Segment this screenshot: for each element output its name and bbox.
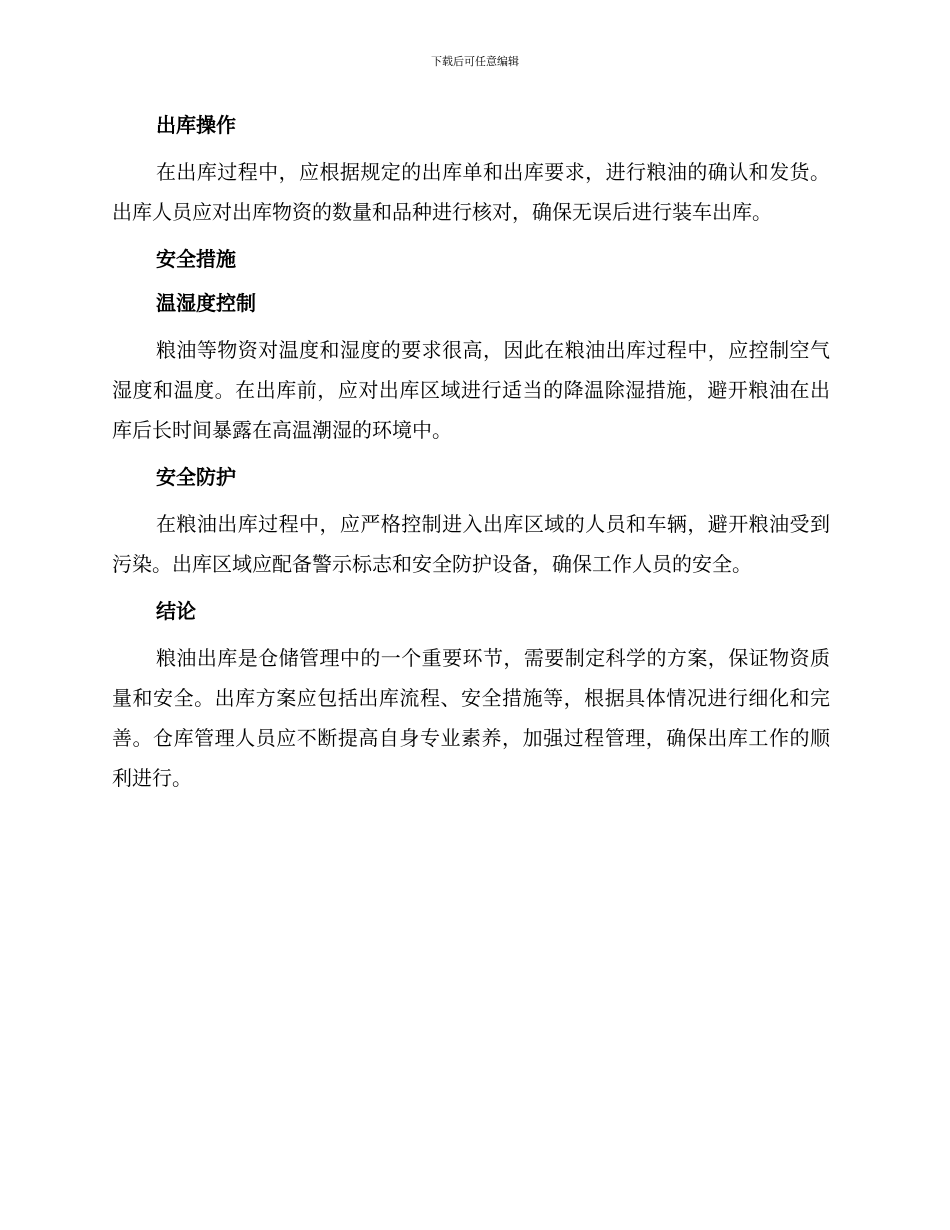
section-paragraph-conclusion: 粮油出库是仓储管理中的一个重要环节，需要制定科学的方案，保证物资质量和安全。出库方案应包括出库流程、安全措施等，根据具体情况进行细化和完善。仓库管理人员应不断提高自身专业素养，加强过程管理，确保出库工作的顺利进行。	[112, 646, 830, 790]
section-heading-outbound-operation: 出库操作	[156, 113, 236, 137]
section-paragraph-outbound-operation: 在出库过程中，应根据规定的出库单和出库要求，进行粮油的确认和发货。出库人员应对出库物资的数量和品种进行核对，确保无误后进行装车出库。	[112, 160, 830, 224]
section-heading-safety-measures: 安全措施	[156, 247, 236, 271]
section-paragraph-temperature-humidity: 粮油等物资对温度和湿度的要求很高，因此在粮油出库过程中，应控制空气湿度和温度。在出库前，应对出库区域进行适当的降温除湿措施，避开粮油在出库后长时间暴露在高温潮湿的环境中。	[112, 338, 830, 442]
section-paragraph-safety-protection: 在粮油出库过程中，应严格控制进入出库区域的人员和车辆，避开粮油受到污染。出库区域应配备警示标志和安全防护设备，确保工作人员的安全。	[112, 512, 830, 576]
section-heading-conclusion: 结论	[156, 599, 196, 623]
section-heading-safety-protection: 安全防护	[156, 465, 236, 489]
page-header: 下载后可任意编辑	[431, 55, 519, 68]
section-heading-temperature-humidity: 温湿度控制	[156, 291, 256, 315]
document-body	[112, 108, 830, 808]
